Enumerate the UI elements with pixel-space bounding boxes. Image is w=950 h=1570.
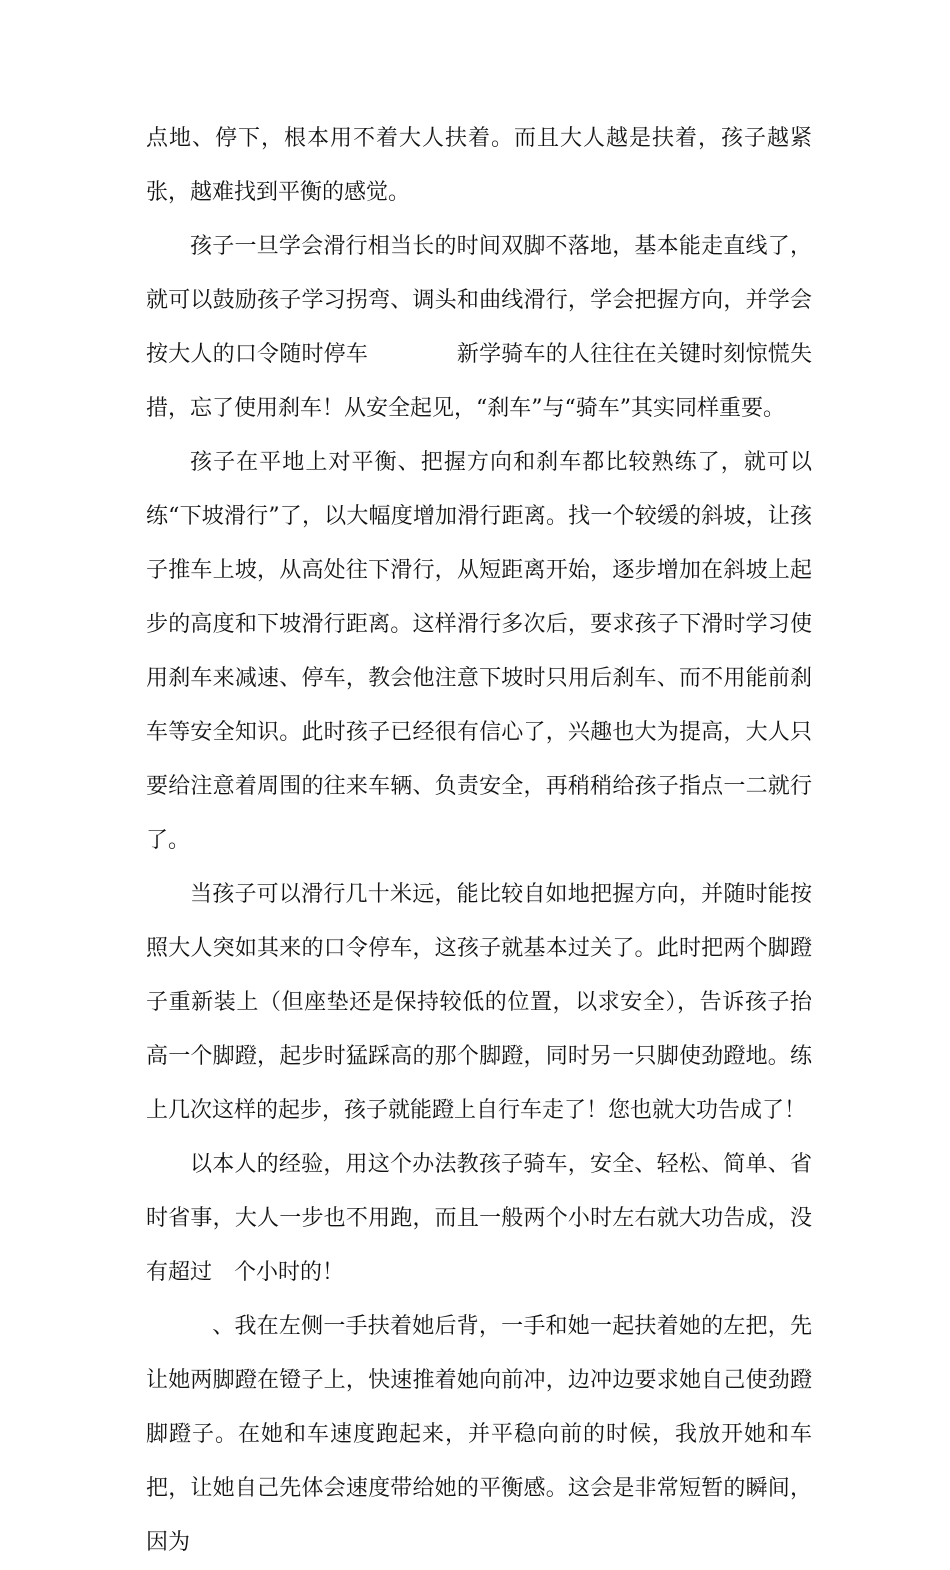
- paragraph-2: 孩子一旦学会滑行相当长的时间双脚不落地，基本能走直线了，就可以鼓励孩子学习拐弯、调头和曲线滑行，学会把握方向，并学会按大人的口令随时停车 新学骑车的人往往在关键时刻惊慌失措，忘了使用刹车！从安全起见，“刹车”与“骑车”其实同样重要。: [146, 234, 812, 421]
- paragraph-3: 孩子在平地上对平衡、把握方向和刹车都比较熟练了，就可以练“下坡滑行”了，以大幅度增加滑行距离。找一个较缓的斜坡，让孩子推车上坡，从高处往下滑行，从短距离开始，逐步增加在斜坡上起步的高度和下坡滑行距离。这样滑行多次后，要求孩子下滑时学习使用刹车来减速、停车，教会他注意下坡时只用后刹车、而不用能前刹车等安全知识。此时孩子已经很有信心了，兴趣也大为提高，大人只要给注意着周围的往来车辆、负责安全，再稍稍给孩子指点一二就行了。: [146, 450, 812, 853]
- body-text: [146, 112, 812, 1570]
- paragraph-6: 、我在左侧一手扶着她后背，一手和她一起扶着她的左把，先让她两脚蹬在镫子上，快速推着她向前冲，边冲边要求她自己使劲蹬脚蹬子。在她和车速度跑起来，并平稳向前的时候，我放开她和车把，让她自己先体会速度带给她的平衡感。这会是非常短暂的瞬间，因为: [146, 1314, 812, 1555]
- paragraph-4: 当孩子可以滑行几十米远，能比较自如地把握方向，并随时能按照大人突如其来的口令停车，这孩子就基本过关了。此时把两个脚蹬子重新装上（但座垫还是保持较低的位置，以求安全），告诉孩子抬高一个脚蹬，起步时猛踩高的那个脚蹬，同时另一只脚使劲蹬地。练上几次这样的起步，孩子就能蹬上自行车走了！您也就大功告成了！: [146, 882, 812, 1123]
- paragraph-1: 点地、停下，根本用不着大人扶着。而且大人越是扶着，孩子越紧张，越难找到平衡的感觉。: [146, 126, 812, 205]
- paragraph-5: 以本人的经验，用这个办法教孩子骑车，安全、轻松、简单、省时省事，大人一步也不用跑，而且一般两个小时左右就大功告成，没有超过 个小时的！: [146, 1152, 812, 1285]
